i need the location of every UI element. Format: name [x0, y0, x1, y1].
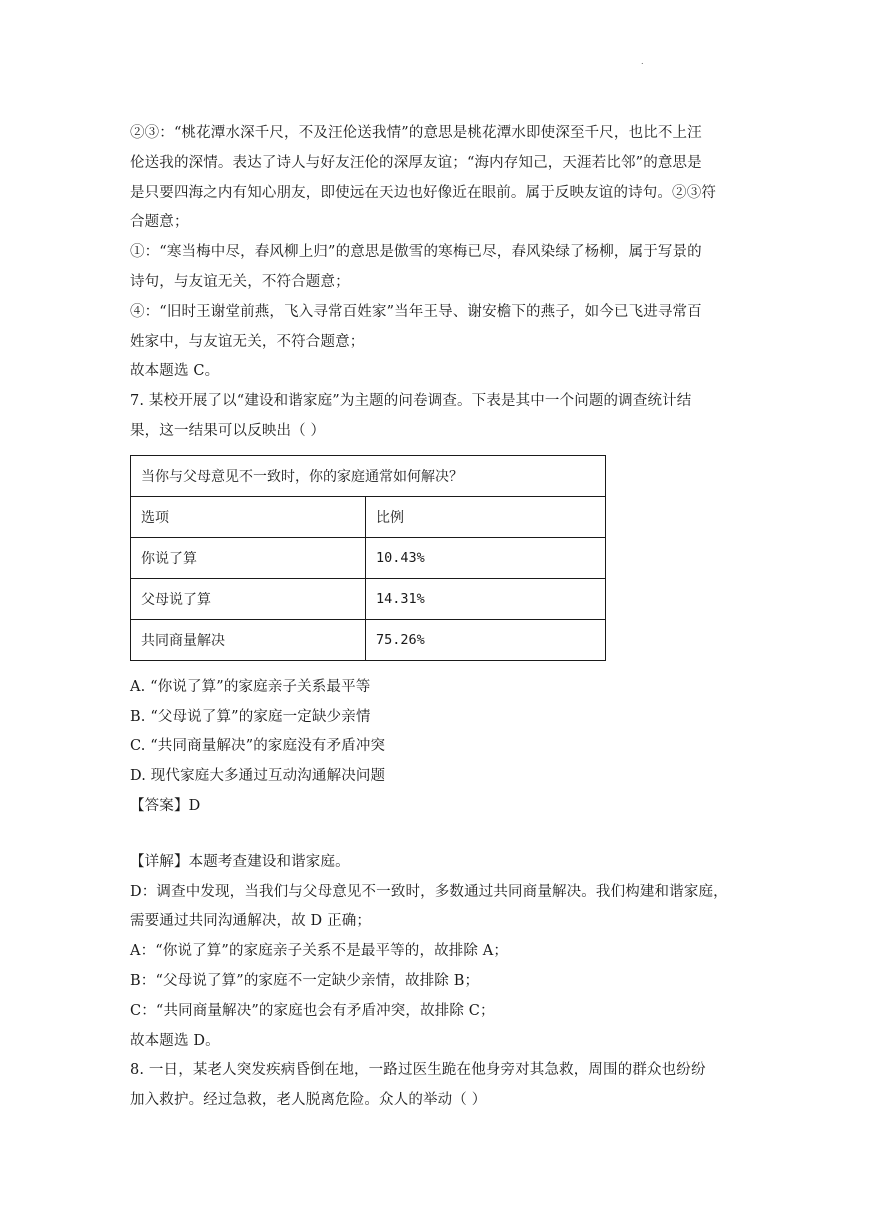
text-line: ④：“旧时王谢堂前燕，飞入寻常百姓家”当年王导、谢安檐下的燕子，如今已飞进寻常百 [130, 303, 702, 320]
text-line: 伦送我的深情。表达了诗人与好友汪伦的深厚友谊；“海内存知己，天涯若比邻”的意思是 [130, 154, 702, 171]
explanation-line: 故本题选 D。 [130, 1032, 220, 1049]
text-line: 姓家中，与友谊无关，不符合题意； [130, 333, 365, 350]
table-row [131, 455, 606, 496]
option-d: D. 现代家庭大多通过互动沟通解决问题 [130, 768, 386, 785]
table-question-cell: 当你与父母意见不一致时，你的家庭通常如何解决？ [131, 455, 606, 496]
table-cell-ratio: 14.31% [366, 578, 606, 619]
explanation-line: 需要通过共同沟通解决，故 D 正确； [130, 913, 372, 930]
table-header-ratio: 比例 [366, 496, 606, 537]
text-line: ①：“寒当梅中尽，春风柳上归”的意思是傲雪的寒梅已尽，春风染绿了杨柳，属于写景的 [130, 244, 702, 261]
table-cell-option: 共同商量解决 [131, 619, 366, 660]
table-cell-option: 你说了算 [131, 537, 366, 578]
explanation-line: A：“你说了算”的家庭亲子关系不是最平等的，故排除 A； [130, 943, 509, 960]
answer-line: 【答案】D [130, 797, 201, 814]
option-b: B. “父母说了算”的家庭一定缺少亲情 [130, 708, 371, 725]
header-mark: . [641, 57, 644, 66]
explanation-line: C：“共同商量解决”的家庭也会有矛盾冲突，故排除 C； [130, 1002, 495, 1019]
explanation-line: D：调查中发现，当我们与父母意见不一致时，多数通过共同商量解决。我们构建和谐家庭， [130, 883, 728, 900]
text-line: 合题意； [130, 214, 189, 231]
table-row [131, 619, 606, 660]
text-line: ②③：“桃花潭水深千尺，不及汪伦送我情”的意思是桃花潭水即使深至千尺，也比不上汪 [130, 125, 702, 141]
text-line: 诗句，与友谊无关，不符合题意； [130, 273, 350, 290]
table-cell-ratio: 75.26% [366, 619, 606, 660]
explanation-line: B：“父母说了算”的家庭不一定缺少亲情，故排除 B； [130, 972, 480, 989]
document-body [130, 119, 740, 1116]
explanation-line: 【详解】本题考查建设和谐家庭。 [130, 853, 350, 870]
table-header-row [131, 496, 606, 537]
question-7-line: 7. 某校开展了以“建设和谐家庭”为主题的问卷调查。下表是其中一个问题的调查统计结 [130, 393, 692, 410]
question-8-line: 加入救护。经过急救，老人脱离危险。众人的举动（ ） [130, 1092, 487, 1109]
table-cell-ratio: 10.43% [366, 537, 606, 578]
question-7-line: 果，这一结果可以反映出（ ） [130, 422, 326, 439]
table-row [131, 537, 606, 578]
option-a: A. “你说了算”的家庭亲子关系最平等 [130, 678, 371, 695]
question-8-line: 8. 一日，某老人突发疾病昏倒在地，一路过医生跪在他身旁对其急救，周围的群众也纷纷 [130, 1062, 706, 1079]
table-row [131, 578, 606, 619]
text-line: 故本题选 C。 [130, 363, 220, 380]
table-cell-option: 父母说了算 [131, 578, 366, 619]
option-c: C. “共同商量解决”的家庭没有矛盾冲突 [130, 738, 386, 755]
text-line: 是只要四海之内有知心朋友，即使远在天边也好像近在眼前。属于反映友谊的诗句。②③符 [130, 184, 716, 201]
survey-table [130, 455, 606, 661]
table-header-option: 选项 [131, 496, 366, 537]
